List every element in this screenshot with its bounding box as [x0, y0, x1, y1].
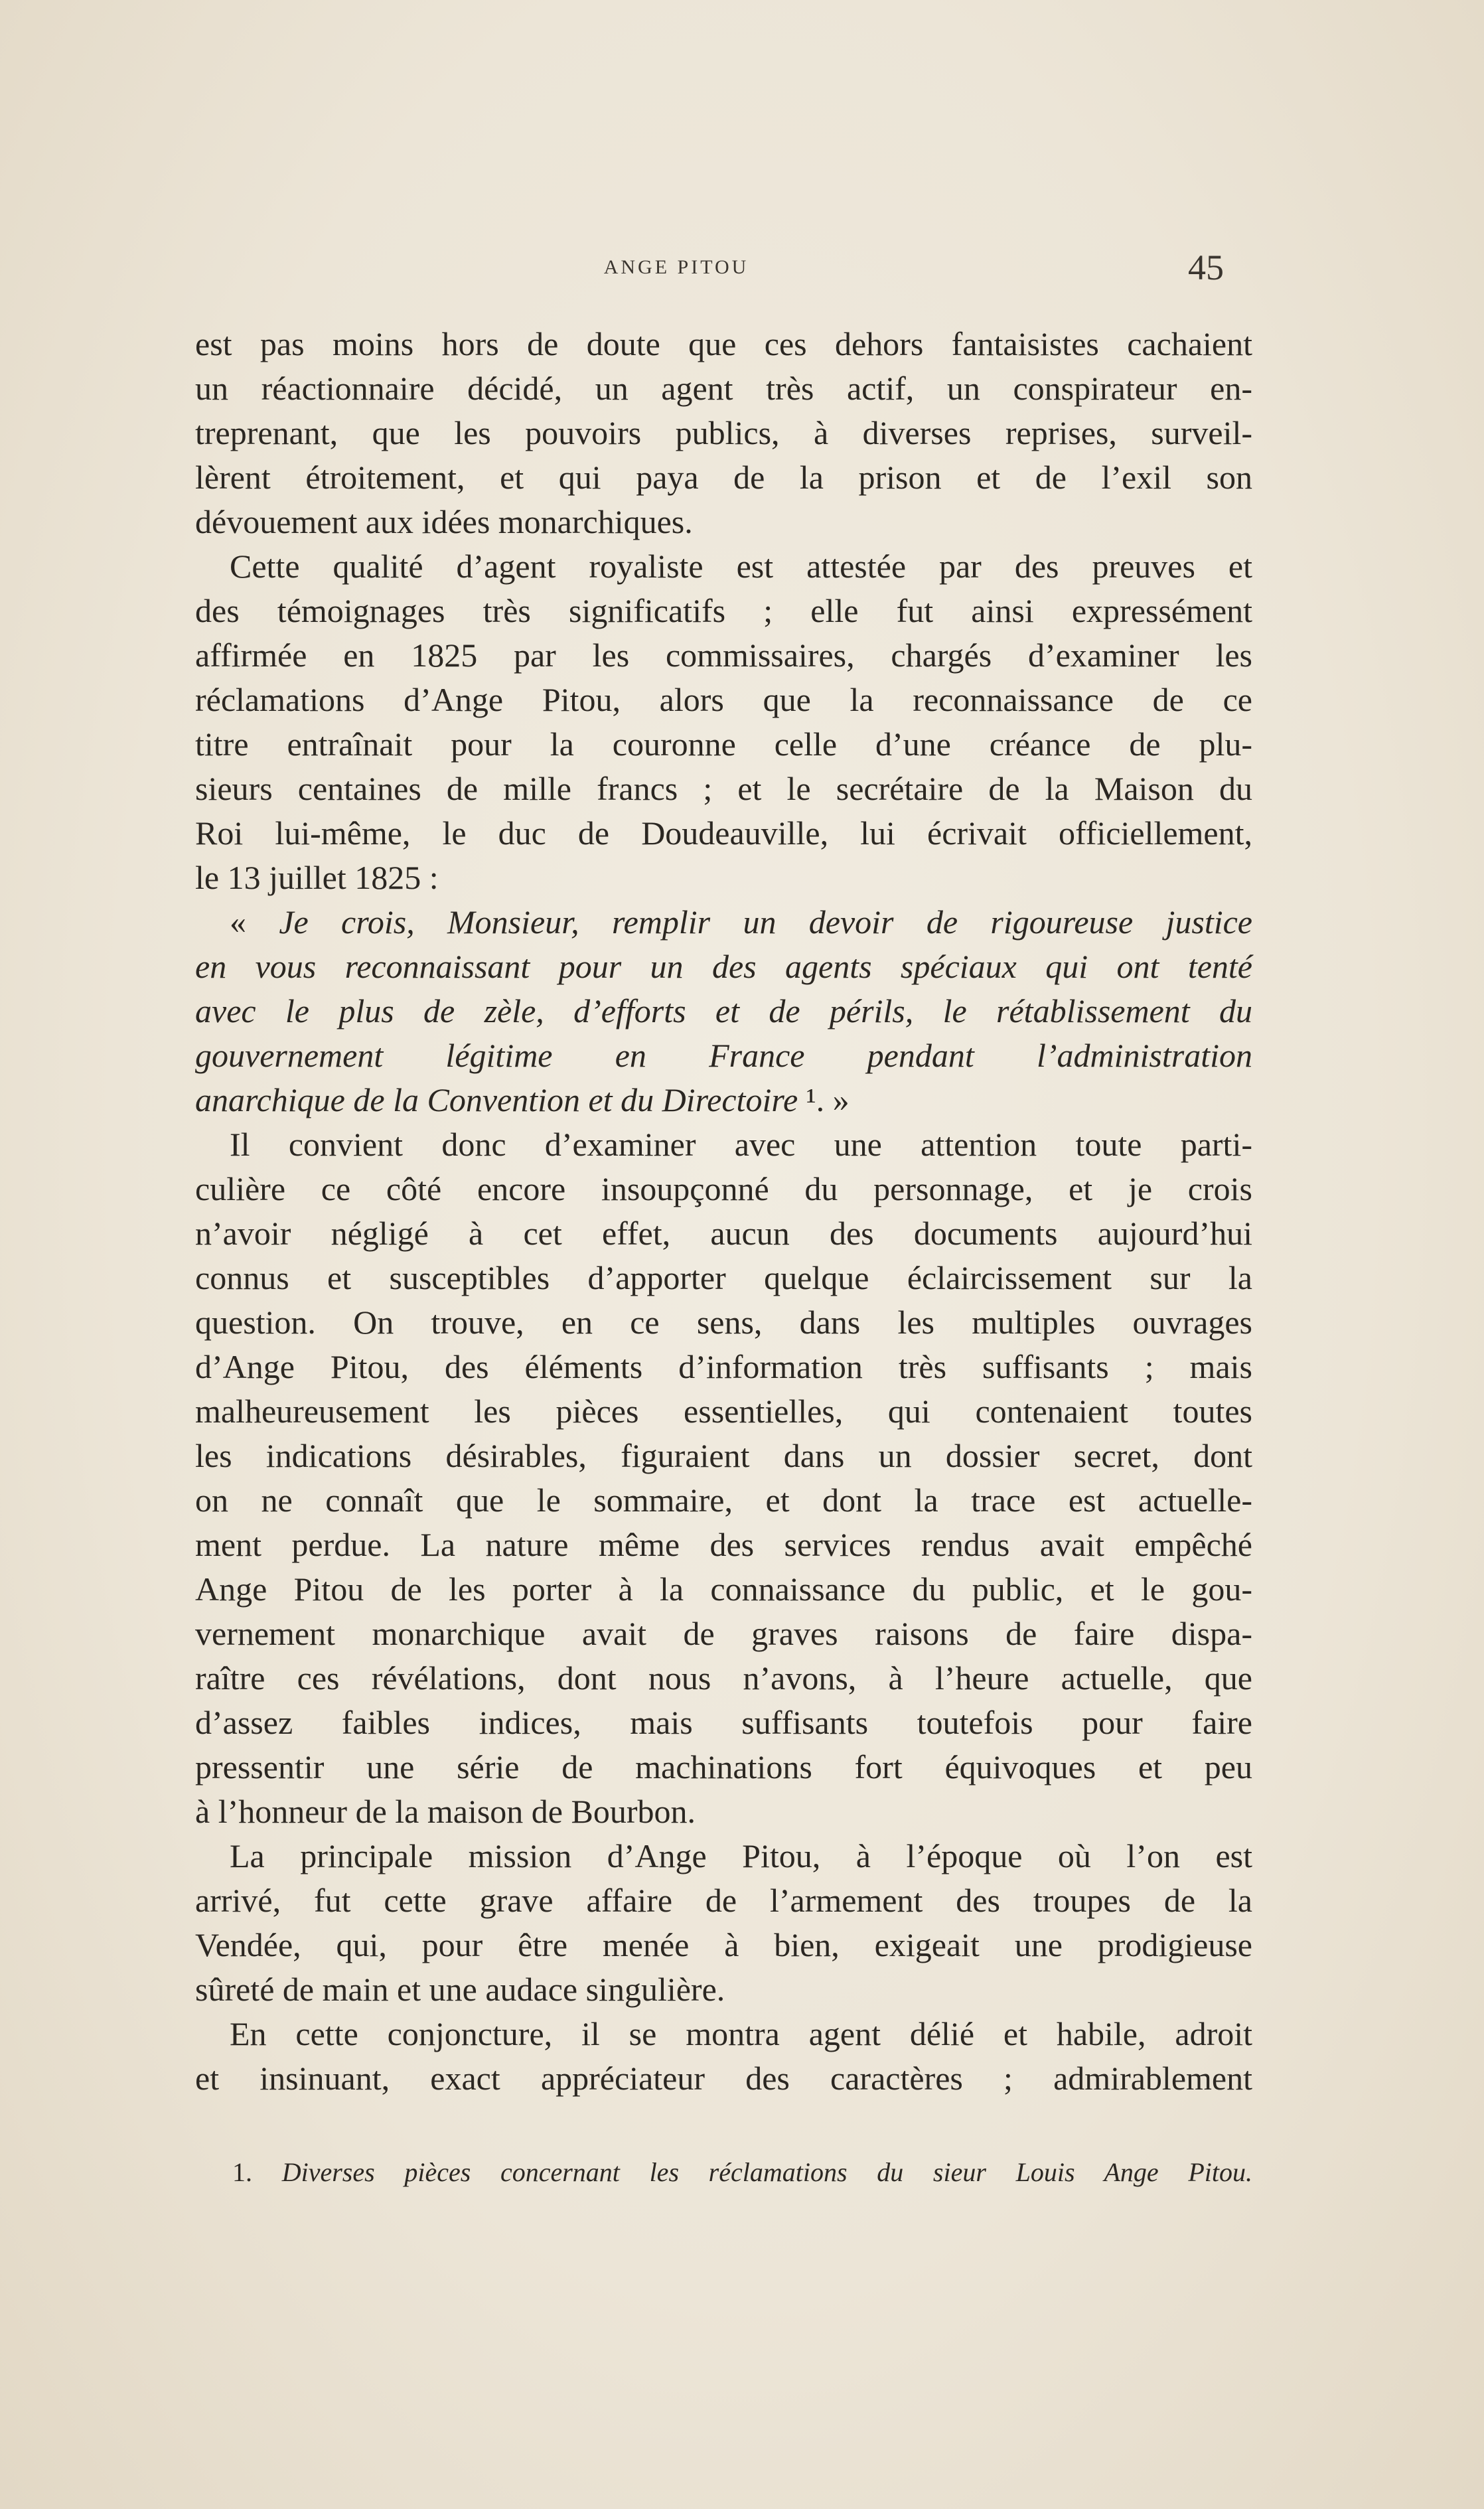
line-text: anarchique de la Convention et du Directoire	[195, 1081, 798, 1118]
line-text: à l’honneur de la maison de Bourbon.	[195, 1793, 696, 1830]
line-text: affirmée en 1825 par les commissaires, chargés d’examiner les	[195, 637, 1252, 674]
text-line	[195, 2012, 1252, 2056]
quote-open: «	[230, 903, 279, 941]
line-text: titre entraînait pour la couronne celle d’une créance de plu-	[195, 725, 1252, 763]
text-line	[195, 989, 1252, 1033]
footnote-text: Diverses pièces concernant les réclamations du sieur Louis Ange Pitou.	[281, 2157, 1252, 2187]
text-line	[195, 722, 1252, 767]
text-line	[195, 1567, 1252, 1612]
line-text: est pas moins hors de doute que ces dehors fantaisistes cachaient	[195, 325, 1252, 362]
text-line	[195, 1923, 1252, 1967]
line-text: question. On trouve, en ce sens, dans les multiples ouvrages	[195, 1304, 1252, 1341]
text-line	[195, 1656, 1252, 1701]
line-text: Il convient donc d’examiner avec une attention toute parti-	[230, 1126, 1252, 1163]
line-text: connus et susceptibles d’apporter quelque éclaircissement sur la	[195, 1259, 1252, 1296]
line-text: Vendée, qui, pour être menée à bien, exigeait une prodigieuse	[195, 1926, 1252, 1963]
text-line	[195, 1122, 1252, 1167]
line-text: Roi lui-même, le duc de Doudeauville, lui écrivait officiellement,	[195, 814, 1252, 852]
footnote-ref-quote-close: ¹. »	[798, 1081, 850, 1118]
text-line	[195, 1434, 1252, 1478]
line-text: des témoignages très significatifs ; elle fut ainsi expressément	[195, 592, 1252, 629]
line-text: n’avoir négligé à cet effet, aucun des documents aujourd’hui	[195, 1215, 1252, 1252]
line-text: pressentir une série de machinations fort équivoques et peu	[195, 1748, 1252, 1786]
line-text: le 13 juillet 1825 :	[195, 859, 439, 896]
text-line	[195, 366, 1252, 411]
text-line	[195, 1345, 1252, 1389]
page-number: 45	[1188, 248, 1224, 287]
text-line	[195, 1167, 1252, 1211]
running-head	[0, 248, 1484, 287]
line-text: lèrent étroitement, et qui paya de la prison et de l’exil son	[195, 459, 1252, 496]
line-text: on ne connaît que le sommaire, et dont la trace est actuelle-	[195, 1482, 1252, 1519]
line-text: Ange Pitou de les porter à la connaissance du public, et le gou-	[195, 1570, 1252, 1608]
line-text: Je crois, Monsieur, remplir un devoir de rigoureuse justice	[279, 903, 1253, 941]
text-line	[195, 322, 1252, 366]
text-line	[195, 1967, 1252, 2012]
line-text: malheureusement les pièces essentielles, qui contenaient toutes	[195, 1393, 1252, 1430]
text-line	[195, 1256, 1252, 1300]
text-line	[195, 900, 1252, 945]
footnote	[232, 2154, 1252, 2191]
line-text: d’assez faibles indices, mais suffisants toutefois pour faire	[195, 1704, 1252, 1741]
text-line	[195, 1878, 1252, 1923]
running-head-title: ANGE PITOU	[603, 256, 749, 278]
line-text: et insinuant, exact appréciateur des caractères ; admirablement	[195, 2060, 1252, 2097]
body-text	[195, 322, 1252, 2101]
line-text: culière ce côté encore insoupçonné du personnage, et je crois	[195, 1170, 1252, 1207]
text-line	[195, 500, 1252, 544]
footnote-number: 1.	[232, 2157, 282, 2187]
text-line	[195, 455, 1252, 500]
line-text: ment perdue. La nature même des services rendus avait empêché	[195, 1526, 1252, 1563]
line-text: sieurs centaines de mille francs ; et le secrétaire de la Maison du	[195, 770, 1252, 807]
line-text: dévouement aux idées monarchiques.	[195, 503, 693, 540]
line-text: sûreté de main et une audace singulière.	[195, 1971, 725, 2008]
line-text: Cette qualité d’agent royaliste est attestée par des preuves et	[230, 548, 1252, 585]
text-line	[195, 1389, 1252, 1434]
text-line	[195, 1789, 1252, 1834]
text-line	[195, 1300, 1252, 1345]
line-text: les indications désirables, figuraient dans un dossier secret, dont	[195, 1437, 1252, 1474]
line-text: arrivé, fut cette grave affaire de l’armement des troupes de la	[195, 1882, 1252, 1919]
text-line	[195, 1612, 1252, 1656]
line-text: d’Ange Pitou, des éléments d’information très suffisants ; mais	[195, 1348, 1252, 1385]
text-line	[195, 678, 1252, 722]
text-line	[195, 633, 1252, 678]
line-text: en vous reconnaissant pour un des agents spéciaux qui ont tenté	[195, 948, 1252, 985]
line-text: gouvernement légitime en France pendant l’administration	[195, 1037, 1252, 1074]
text-line	[195, 1701, 1252, 1745]
line-text: raître ces révélations, dont nous n’avons, à l’heure actuelle, que	[195, 1659, 1252, 1697]
line-text: avec le plus de zèle, d’efforts et de périls, le rétablissement du	[195, 992, 1252, 1029]
text-line	[195, 811, 1252, 856]
line-text: treprenant, que les pouvoirs publics, à diverses reprises, surveil-	[195, 414, 1252, 451]
line-text: un réactionnaire décidé, un agent très actif, un conspirateur en-	[195, 370, 1252, 407]
line-text: La principale mission d’Ange Pitou, à l’époque où l’on est	[230, 1837, 1252, 1874]
text-line	[195, 2056, 1252, 2101]
text-line	[195, 1745, 1252, 1789]
line-text: vernement monarchique avait de graves raisons de faire dispa-	[195, 1615, 1252, 1652]
text-line	[195, 1478, 1252, 1523]
text-line	[195, 945, 1252, 989]
text-line	[195, 856, 1252, 900]
text-line	[195, 411, 1252, 455]
line-text: réclamations d’Ange Pitou, alors que la reconnaissance de ce	[195, 681, 1252, 718]
text-line	[195, 1834, 1252, 1878]
text-line	[195, 767, 1252, 811]
text-line	[195, 1033, 1252, 1078]
text-line	[195, 1078, 1252, 1122]
text-line	[195, 589, 1252, 633]
line-text: En cette conjoncture, il se montra agent délié et habile, adroit	[230, 2015, 1252, 2052]
text-line	[195, 544, 1252, 589]
text-line	[195, 1211, 1252, 1256]
text-line	[195, 1523, 1252, 1567]
